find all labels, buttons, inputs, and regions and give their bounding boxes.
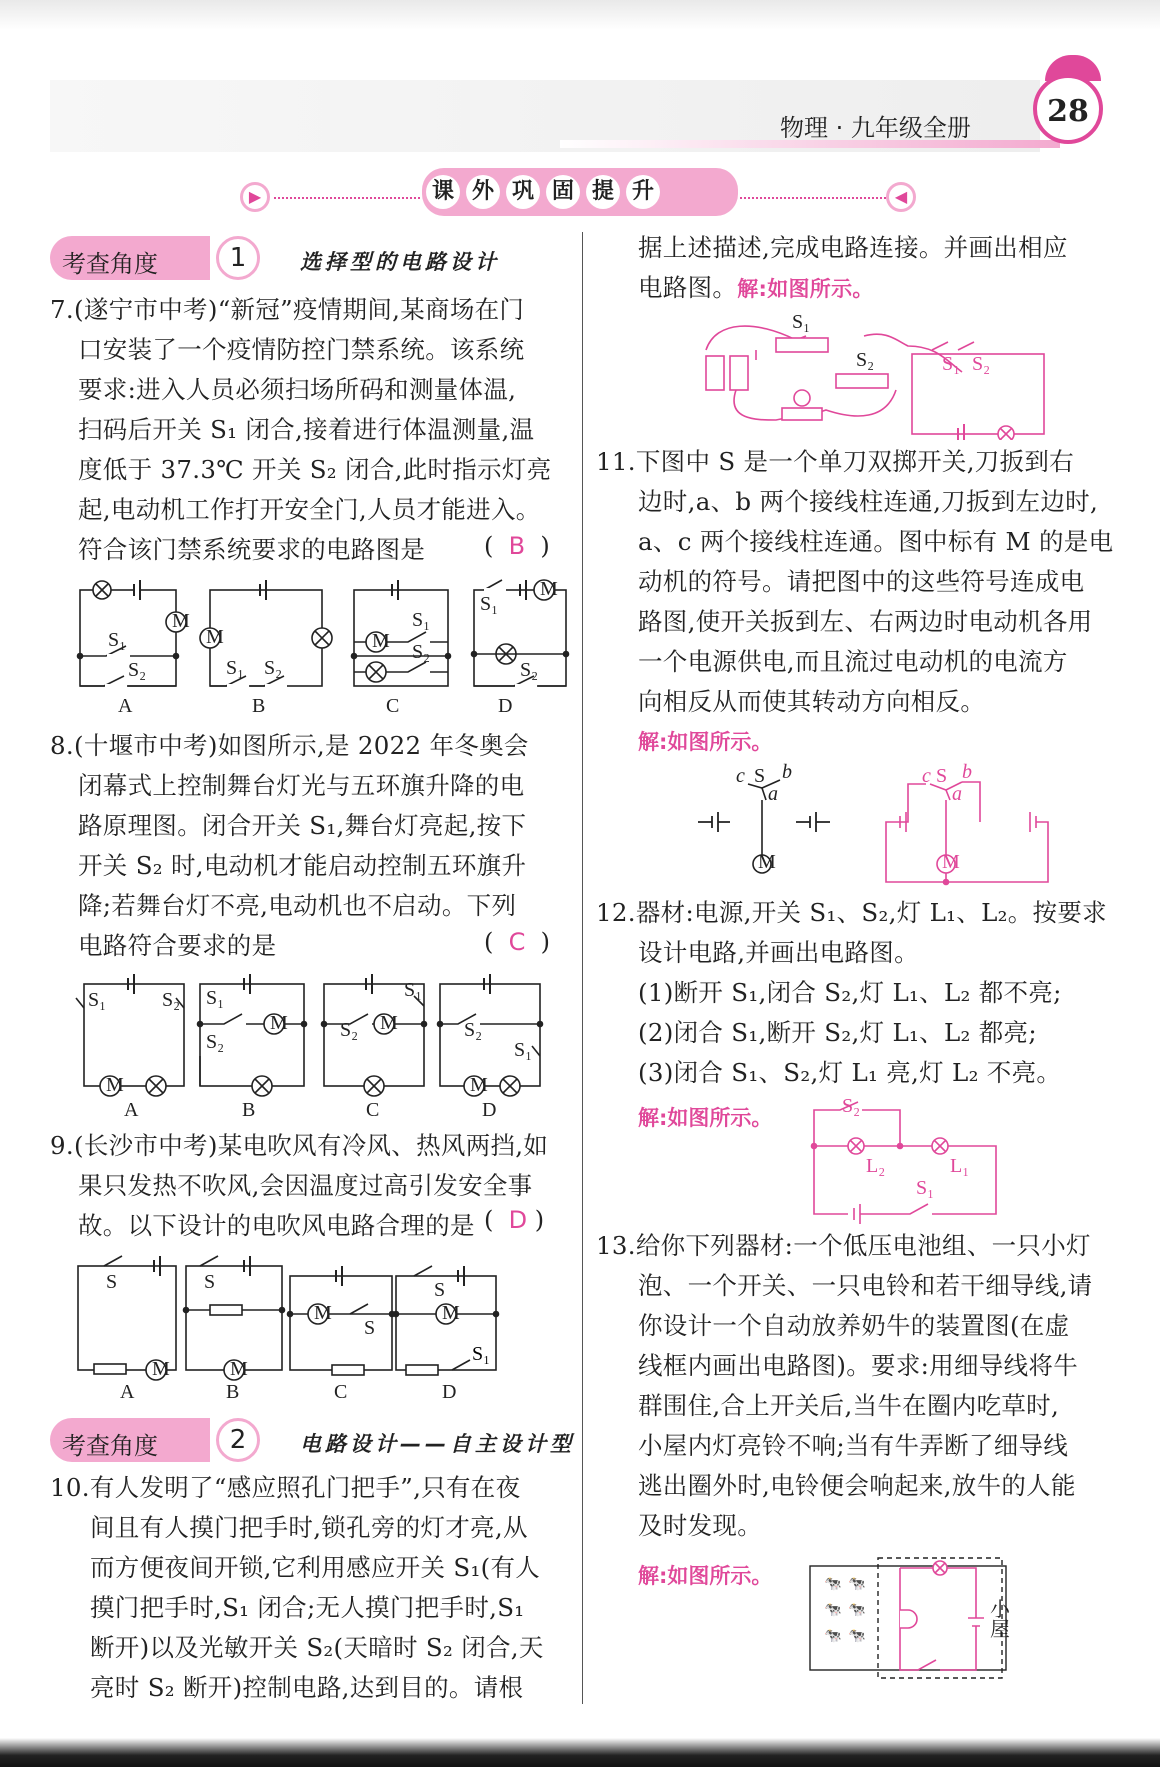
svg-text:小: 小 [990,1599,1010,1621]
text-line: 12.器材:电源,开关 S₁、S₂,灯 L₁、L₂。按要求 [596,898,1107,927]
svg-text:a: a [952,783,962,805]
title-char: 课 [426,175,460,209]
s2-label: S₂ [128,659,147,681]
text-line: 故。以下设计的电吹风电路合理的是 [78,1211,475,1240]
q12-figure [800,1098,1010,1226]
motor-label: M [172,610,190,632]
question-9 [50,1126,548,1246]
question-7 [50,290,552,570]
motor-label: M [206,626,224,648]
text-line: 路图,使开关扳到左、右两边时电动机各用 [638,607,1093,636]
tag-number: 2 [216,1418,260,1462]
option-a: A [118,695,133,716]
svg-text:A: A [124,1099,139,1118]
s1-label: S₁ [412,609,431,631]
text-line: 泡、一个开关、一只电铃和若干细导线,请 [638,1271,1093,1300]
svg-text:M: M [106,1074,124,1096]
title-char: 固 [546,175,580,209]
text-line: 向相反从而使其转动方向相反。 [638,687,986,716]
text-line: (3)闭合 S₁、S₂,灯 L₁ 亮,灯 L₂ 不亮。 [638,1058,1062,1087]
s2-label: S₂ [264,657,283,679]
tag-number: 1 [216,236,260,280]
text-line: 10.有人发明了“感应照孔门把手”,只有在夜 [50,1473,521,1502]
svg-text:A: A [120,1381,135,1402]
svg-text:S₂: S₂ [972,353,991,375]
s2-label: S₂ [520,659,539,681]
svg-text:S₂: S₂ [206,1031,225,1053]
svg-text:M: M [230,1358,248,1380]
svg-text:🐄: 🐄 [848,1576,866,1592]
section-title [240,168,920,228]
text-line: 7.(遂宁市中考)“新冠”疫情期间,某商场在门 [50,295,525,324]
q8-figures [74,972,570,1118]
text-line: 边时,a、b 两个接线柱连通,刀扳到左边时, [638,487,1099,516]
right-arrow-icon: ◀ [886,182,916,212]
page-number: 28 [1033,74,1103,144]
text-line: 设计电路,并画出电路图。 [638,938,919,967]
question-8 [50,726,529,966]
text-line: 据上述描述,完成电路连接。并画出相应 [638,233,1068,262]
text-line: 开关 S₂ 时,电动机才能启动控制五环旗升 [78,851,527,880]
svg-text:S₁: S₁ [514,1039,533,1061]
svg-text:M: M [942,851,960,873]
question-11 [596,442,1113,722]
svg-text:S₂: S₂ [842,1098,861,1117]
svg-text:🐄: 🐄 [848,1628,866,1644]
text-line: (2)闭合 S₁,断开 S₂,灯 L₁、L₂ 都亮; [638,1018,1037,1047]
svg-text:S₁: S₁ [942,353,961,375]
text-line: 及时发现。 [638,1511,762,1540]
s1-label: S₁ [226,657,245,679]
svg-text:b: b [962,761,972,783]
svg-text:c: c [922,765,931,787]
solution-label: 解:如图所示。 [737,277,874,301]
svg-text:B: B [242,1099,256,1118]
text-line: 你设计一个自动放养奶牛的装置图(在虚 [638,1311,1070,1340]
text-line: 动机的符号。请把图中的这些符号连成电 [638,567,1085,596]
tag-title: 选择型的电路设计 [300,250,500,274]
svg-text:M: M [442,1302,460,1324]
svg-text:S₁: S₁ [472,1343,491,1365]
text-line: (1)断开 S₁,闭合 S₂,灯 L₁、L₂ 都不亮; [638,978,1062,1007]
svg-text:S: S [434,1279,446,1301]
text-line: 度低于 37.3℃ 开关 S₂ 闭合,此时指示灯亮 [78,455,552,484]
cow-icons [824,1576,865,1644]
tag-label: 考查角度 [62,250,158,278]
answer-bracket-7: ( B ) [484,532,550,560]
svg-text:🐄: 🐄 [824,1602,842,1618]
text-line: 降;若舞台灯不亮,电动机也不启动。下列 [78,891,517,920]
svg-text:S₂: S₂ [464,1019,483,1041]
angle-tag-1 [50,236,570,280]
svg-text:S: S [106,1271,118,1293]
motor-label: M [372,630,390,652]
text-line: 摸门把手时,S₁ 闭合;无人摸门把手时,S₁ [90,1593,525,1622]
svg-text:S₂: S₂ [340,1019,359,1041]
text-line: 符合该门禁系统要求的电路图是 [78,535,426,564]
svg-text:C: C [366,1099,380,1118]
q13-figure [808,1556,1028,1684]
text-line: 间且有人摸门把手时,锁孔旁的灯才亮,从 [90,1513,528,1542]
svg-text:S: S [936,765,948,787]
angle-tag-2 [50,1418,575,1462]
text-line: 路原理图。闭合开关 S₁,舞台灯亮起,按下 [78,811,527,840]
text-segment: 电路图。 [638,273,738,302]
text-line: 断开)以及光敏开关 S₂(天暗时 S₂ 闭合,天 [90,1633,544,1662]
svg-text:S₁: S₁ [792,311,811,333]
text-line: 电路符合要求的是 [78,931,277,960]
svg-text:D: D [442,1381,457,1402]
question-10-continued [638,228,1068,309]
svg-text:🐄: 🐄 [848,1602,866,1618]
svg-text:M: M [470,1074,488,1096]
svg-text:L₁: L₁ [950,1155,970,1177]
svg-text:a: a [768,783,778,805]
title-char: 升 [626,175,660,209]
q10-figure [696,310,1056,440]
left-arrow-icon: ▶ [240,182,270,212]
text-line: a、c 两个接线柱连通。图中标有 M 的是电 [638,527,1114,556]
title-char: 提 [586,175,620,209]
solution-label: 解:如图所示。 [638,1106,773,1130]
svg-text:S₁: S₁ [916,1177,935,1199]
svg-text:M: M [380,1012,398,1034]
svg-text:c: c [736,765,745,787]
question-12 [596,893,1107,1093]
tag-title: 电路设计——自主设计型 [300,1432,575,1456]
text-line: 逃出圈外时,电铃便会响起来,放牛的人能 [638,1471,1076,1500]
svg-text:L₂: L₂ [866,1155,886,1177]
text-line: 8.(十堰市中考)如图所示,是 2022 年冬奥会 [50,731,529,760]
s1-label: S₁ [480,593,499,615]
answer-9: D [508,1206,528,1234]
text-line: 要求:进入人员必须扫场所码和测量体温, [78,375,517,404]
question-13 [596,1226,1093,1546]
svg-text:M: M [152,1358,170,1380]
answer-bracket-9: ( D ) [484,1206,545,1234]
s1-label: S₁ [108,629,127,651]
text-line [638,268,1068,309]
text-line: 扫码后开关 S₁ 闭合,接着进行体温测量,温 [78,415,535,444]
svg-text:D: D [482,1099,497,1118]
option-c: C [386,695,400,716]
solution-label: 解:如图所示。 [638,730,773,754]
q7-figures [74,576,570,716]
question-10 [50,1468,544,1708]
svg-text:S₁: S₁ [88,989,107,1011]
svg-text:S: S [204,1271,216,1293]
bottom-shadow [0,1738,1160,1767]
subject-header: 物理 · 九年级全册 [780,114,971,142]
svg-text:屋: 屋 [990,1619,1010,1641]
top-shadow [0,0,1160,30]
title-char: 巩 [506,175,540,209]
text-line: 9.(长沙市中考)某电吹风有冷风、热风两挡,如 [50,1131,549,1160]
text-line: 一个电源供电,而且流过电动机的电流方 [638,647,1068,676]
svg-text:S₂: S₂ [856,349,875,371]
answer-bracket-8: ( C ) [484,928,551,956]
svg-text:S₂: S₂ [162,989,181,1011]
text-line: 11.下图中 S 是一个单刀双掷开关,刀扳到右 [596,447,1075,476]
svg-text:S₁: S₁ [206,987,225,1009]
svg-text:S: S [364,1317,376,1339]
q11-figure [690,760,1060,890]
q9-figures [74,1250,570,1402]
section-line-right [740,197,886,199]
text-line: 小屋内灯亮铃不响;当有牛弄断了细导线 [638,1431,1069,1460]
text-line: 线框内画出电路图)。要求:用细导线将牛 [638,1351,1079,1380]
text-line: 13.给你下列器材:一个低压电池组、一只小灯 [596,1231,1091,1260]
title-char: 外 [466,175,500,209]
text-line: 闭幕式上控制舞台灯光与五环旗升降的电 [78,771,525,800]
option-b: B [252,695,266,716]
section-line-left [274,197,420,199]
answer-7: B [508,532,526,560]
svg-text:S: S [754,765,766,787]
motor-label: M [540,578,558,600]
svg-text:🐄: 🐄 [824,1576,842,1592]
svg-text:M: M [758,851,776,873]
svg-text:M: M [314,1302,332,1324]
svg-text:🐄: 🐄 [824,1628,842,1644]
option-d: D [498,695,513,716]
text-line: 而方便夜间开锁,它利用感应开关 S₁(有人 [90,1553,541,1582]
text-line: 果只发热不吹风,会因温度过高引发安全事 [78,1171,533,1200]
answer-8: C [508,928,526,956]
section-title-pill [422,168,738,216]
svg-text:B: B [226,1381,240,1402]
text-line: 口安装了一个疫情防控门禁系统。该系统 [78,335,525,364]
text-line: 群围住,合上开关后,当牛在圈内吃草时, [638,1391,1060,1420]
text-line: 亮时 S₂ 断开)控制电路,达到目的。请根 [90,1673,524,1702]
svg-text:C: C [334,1381,348,1402]
svg-text:b: b [782,761,792,783]
svg-text:S₁: S₁ [404,979,423,1001]
column-divider [582,232,583,1704]
svg-text:M: M [270,1012,288,1034]
text-line: 起,电动机工作打开安全门,人员才能进入。 [78,495,541,524]
tag-label: 考查角度 [62,1432,158,1460]
s2-label: S₂ [412,641,431,663]
solution-label: 解:如图所示。 [638,1564,773,1588]
